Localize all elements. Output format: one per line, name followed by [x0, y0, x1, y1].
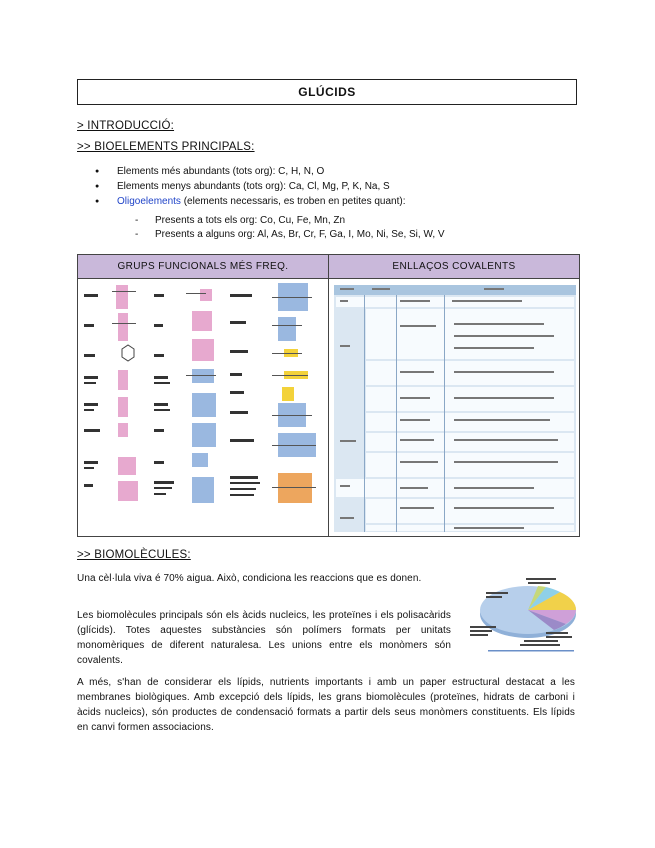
oligoelements-sublist: [133, 214, 445, 242]
oligoelements-text: (elements necessaris, es troben en petites quant):: [180, 196, 406, 207]
section-bioelements-heading: >> BIOELEMENTS PRINCIPALS:: [77, 141, 255, 153]
functional-groups-image: [82, 283, 324, 533]
list-item: [95, 194, 406, 209]
list-item: - Presents a tots els org: Co, Cu, Fe, Mn, Zn: [133, 214, 445, 228]
section-intro-heading: > INTRODUCCIÓ:: [77, 120, 175, 132]
covalent-bonds-header: ENLLAÇOS COVALENTS: [329, 255, 579, 279]
list-item: - Presents a alguns org: Al, As, Br, Cr, F, Ga, I, Mo, Ni, Se, Si, W, V: [133, 228, 445, 242]
covalent-bonds-image: [334, 285, 576, 532]
functional-groups-header: GRUPS FUNCIONALS MÉS FREQ.: [78, 255, 328, 279]
page-title: GLÚCIDS: [77, 79, 577, 105]
paragraph-water: Una cèl·lula viva é 70% aigua. Això, condiciona les reaccions que es donen.: [77, 573, 422, 584]
functional-groups-bonds-table: [77, 254, 580, 537]
oligoelements-label: Oligoelements: [117, 196, 181, 207]
section-biomolecules-heading: >> BIOMOLÈCULES:: [77, 549, 191, 561]
bioelements-list: [95, 164, 406, 209]
cell-composition-pie-image: [468, 574, 586, 654]
list-item: ● Elements més abundants (tots org): C, H, N, O: [95, 164, 406, 179]
list-item: ● Elements menys abundants (tots org): Ca, Cl, Mg, P, K, Na, S: [95, 179, 406, 194]
paragraph-lipids: A més, s'han de considerar els lípids, nutrients importants i amb un paper estructural destacat a les membranes biològiques. Amb excepció dels lípids, les grans biomolècules (proteïnes, hidrats de carboni i àcids nucleics), són productes de condensació formats a partir dels seus monòmers constituents. Els lípids en canvi formen associacions.: [77, 677, 575, 733]
column-divider: [328, 255, 329, 536]
paragraph-biomolecules: Les biomolècules principals són els àcids nucleics, les proteïnes i els polisacàrids (glícids). Totes aquestes substàncies són polímers formats per unitats monomèriques de diferent naturalesa. Les unions entre els monòmers són covalents.: [77, 610, 451, 666]
